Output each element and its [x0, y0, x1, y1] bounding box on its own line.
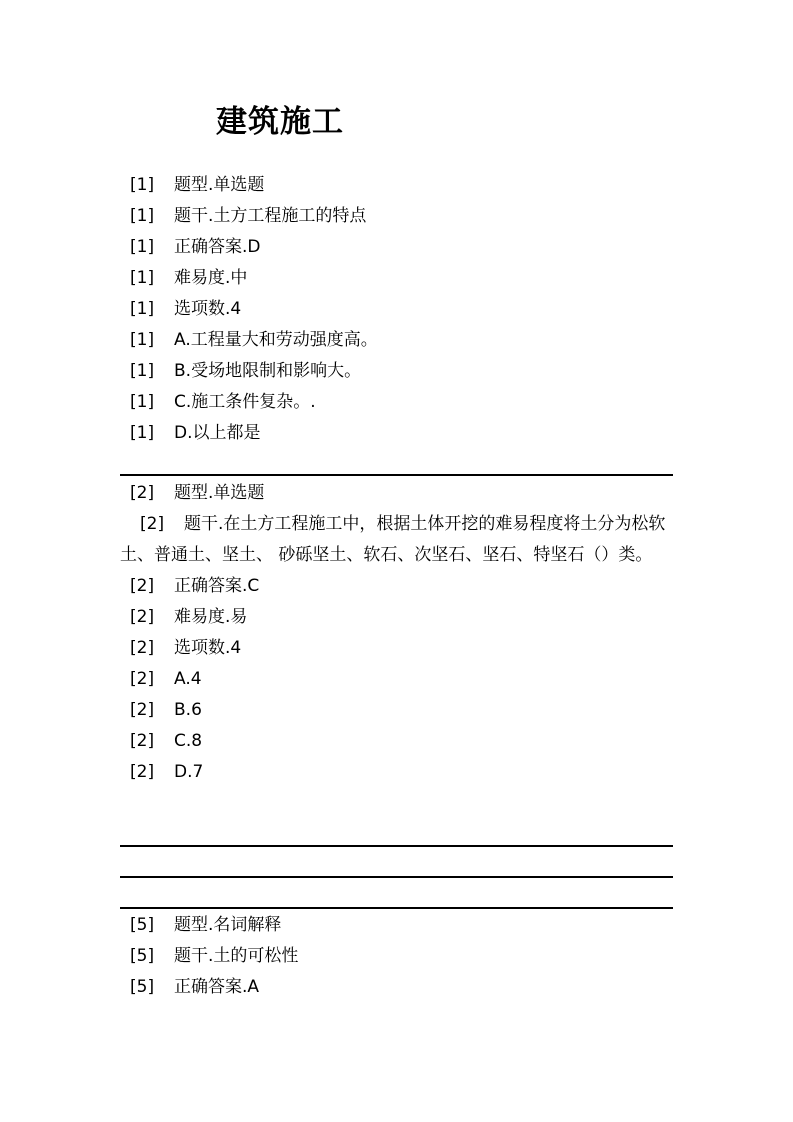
line-text: B.6: [174, 700, 202, 720]
question-number: [5]: [130, 915, 155, 935]
document-title: 建筑施工: [216, 104, 344, 140]
question-number: [2]: [130, 576, 155, 596]
line-text: 题干.土方工程施工的特点: [174, 206, 367, 226]
question-line: [120, 325, 673, 356]
line-text: 选项数.4: [174, 299, 242, 319]
question-number: [1]: [130, 423, 155, 443]
question-line: [120, 387, 673, 418]
question-number: [2]: [130, 762, 155, 782]
question-number: [1]: [130, 268, 155, 288]
line-text: 选项数.4: [174, 638, 242, 658]
question-5: [120, 910, 673, 1003]
question-number: [2]: [130, 669, 155, 689]
divider: [120, 876, 673, 878]
divider: [120, 845, 673, 847]
line-text: 题型.单选题: [174, 175, 265, 195]
question-line: [120, 418, 673, 449]
question-line: [120, 356, 673, 387]
question-line: [120, 201, 673, 232]
question-number: [2]: [130, 700, 155, 720]
line-text: 题干.土的可松性: [174, 946, 299, 966]
question-number: [2]: [130, 731, 155, 751]
question-line: [120, 972, 673, 1003]
question-line: [120, 232, 673, 263]
line-text: 题型.名词解释: [174, 915, 282, 935]
question-number: [1]: [130, 175, 155, 195]
line-text: 难易度.易: [174, 607, 248, 627]
question-line: [120, 170, 673, 201]
question-type: [2] 题型.单选题: [130, 483, 265, 503]
question-number: [2]: [130, 638, 155, 658]
line-text: C.8: [174, 731, 203, 751]
line-text: D.7: [174, 762, 204, 782]
question-line: [120, 571, 673, 602]
question-stem: [2] 题干.在土方工程施工中，根据土体开挖的难易程度将土分为松软土、普通土、坚土、 砂砾坚土、软石、次坚石、坚石、特坚石（）类。: [120, 514, 666, 565]
question-line: [120, 263, 673, 294]
question-2: [120, 478, 673, 788]
line-text: 难易度.中: [174, 268, 248, 288]
line-text: A.4: [174, 669, 202, 689]
question-number: [2]: [130, 607, 155, 627]
divider: [120, 907, 673, 909]
question-line: [120, 910, 673, 941]
line-text: 正确答案.C: [174, 576, 260, 596]
question-number: [1]: [130, 361, 155, 381]
line-text: 正确答案.A: [174, 977, 260, 997]
question-line: [120, 664, 673, 695]
question-line: [120, 757, 673, 788]
divider: [120, 474, 673, 476]
question-number: [1]: [130, 392, 155, 412]
line-text: A.工程量大和劳动强度高。: [174, 330, 378, 350]
question-number: [1]: [130, 330, 155, 350]
question-line: [120, 633, 673, 664]
line-text: C.施工条件复杂。.: [174, 392, 316, 412]
question-line: [120, 941, 673, 972]
question-line: [120, 726, 673, 757]
question-number: [1]: [130, 237, 155, 257]
question-number: [5]: [130, 977, 155, 997]
question-line: [120, 294, 673, 325]
line-text: B.受场地限制和影响大。: [174, 361, 362, 381]
line-text: D.以上都是: [174, 423, 261, 443]
question-line: [120, 695, 673, 726]
line-text: 正确答案.D: [174, 237, 261, 257]
question-number: [1]: [130, 206, 155, 226]
question-number: [1]: [130, 299, 155, 319]
question-line: [120, 602, 673, 633]
question-number: [5]: [130, 946, 155, 966]
question-1: [120, 170, 673, 449]
